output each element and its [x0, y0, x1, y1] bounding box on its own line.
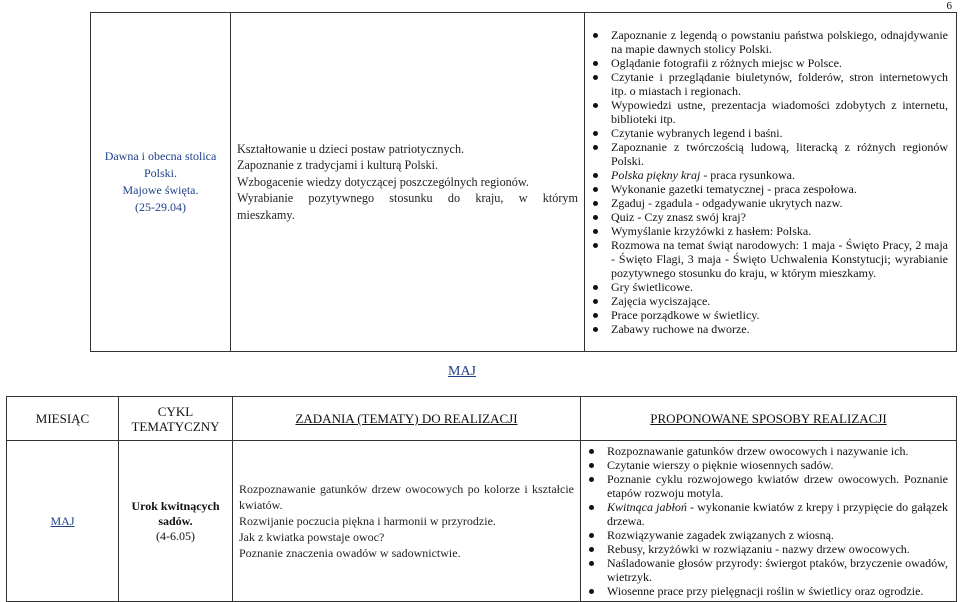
bullet-icon	[589, 477, 594, 482]
theme-title-line: Polski.	[143, 166, 177, 180]
header-month: MIESIĄC	[7, 397, 119, 441]
table-row	[7, 441, 957, 602]
list-item: Rozpoznawanie gatunków drzew owocowych i nazywanie ich.	[587, 444, 948, 458]
task-line: Rozwijanie poczucia piękna i harmonii w przyrodzie.	[239, 514, 496, 528]
tasks-cell	[231, 13, 585, 352]
list-item: Wiosenne prace przy pielęgnacji roślin w świetlicy oraz ogrodzie.	[587, 584, 948, 598]
list-item: Czytanie wybranych legend i baśni.	[591, 126, 948, 140]
list-item: Poznanie cyklu rozwojowego kwiatów drzew owocowych. Poznanie etapów rozwoju motyla.	[587, 472, 948, 500]
page-number: 6	[946, 0, 952, 12]
theme-cell	[91, 13, 231, 352]
task-line: Wzbogacenie wiedzy dotyczącej poszczególnych regionów.	[237, 174, 529, 189]
list-item: Zapoznanie z twórczością ludową, literacką z różnych regionów Polski.	[591, 140, 948, 168]
bullet-icon	[593, 131, 598, 136]
bullet-icon	[593, 327, 598, 332]
list-item: Wypowiedzi ustne, prezentacja wiadomości zdobytych z internetu, biblioteki itp.	[591, 98, 948, 126]
bullet-icon	[589, 561, 594, 566]
list-item: Czytanie i przeglądanie biuletynów, folderów, stron internetowych itp. o miastach i regionach.	[591, 70, 948, 98]
month-heading: MAJ	[448, 364, 477, 379]
bullet-icon	[593, 173, 598, 178]
bullet-icon	[593, 61, 598, 66]
list-item: Czytanie wierszy o pięknie wiosennych sadów.	[587, 458, 948, 472]
bullet-icon	[593, 187, 598, 192]
list-item: Rebusy, krzyżówki w rozwiązaniu - nazwy drzew owocowych.	[587, 542, 948, 556]
list-item: Rozmowa na temat świąt narodowych: 1 maja - Święto Pracy, 2 maja - Święto Flagi, 3 maja - Święto Uchwalenia Konstytucji; wyrabianie pozytywnego stosunku do kraju, w którym mieszkamy.	[591, 238, 948, 280]
bullet-icon	[593, 103, 598, 108]
bullet-icon	[593, 33, 598, 38]
list-item: Zajęcia wyciszające.	[591, 294, 948, 308]
methods-cell	[585, 13, 957, 352]
list-item: Quiz - Czy znasz swój kraj?	[591, 210, 948, 224]
list-item: Zapoznanie z legendą o powstaniu państwa polskiego, odnajdywanie na mapie dawnych stolicy Polski.	[591, 28, 948, 56]
bullet-icon	[593, 285, 598, 290]
bullet-icon	[593, 145, 598, 150]
list-item: Naśladowanie głosów przyrody: świergot ptaków, brzyczenie owadów, wietrzyk.	[587, 556, 948, 584]
list-item: Rozwiązywanie zagadek związanych z wiosną.	[587, 528, 948, 542]
methods-list	[591, 28, 948, 336]
bullet-icon	[593, 313, 598, 318]
theme-title-line: Dawna i obecna stolica	[104, 149, 217, 163]
methods-list	[587, 444, 948, 598]
tasks-cell	[233, 441, 581, 602]
list-item: Zabawy ruchowe na dworze.	[591, 322, 948, 336]
methods-cell	[581, 441, 957, 602]
bullet-icon	[593, 229, 598, 234]
task-line: Wyrabianie pozytywnego stosunku do kraju, w którym	[237, 191, 578, 206]
bullet-icon	[593, 243, 598, 248]
task-line: Rozpoznawanie gatunków drzew owocowych po kolorze i kształcie kwiatów.	[239, 482, 574, 512]
list-item: Prace porządkowe w świetlicy.	[591, 308, 948, 322]
task-line: Zapoznanie z tradycjami i kulturą Polski.	[237, 158, 439, 173]
header-cycle: CYKL TEMATYCZNY	[119, 397, 233, 441]
list-item: Polska piękny kraj - praca rysunkowa.	[591, 168, 948, 182]
task-line: mieszkamy.	[237, 207, 295, 222]
table-row	[91, 13, 957, 352]
theme-subtitle: Majowe święta.	[122, 183, 199, 197]
task-line: Jak z kwiatka powstaje owoc?	[239, 530, 385, 544]
bullet-icon	[593, 201, 598, 206]
bullet-icon	[589, 547, 594, 552]
bullet-icon	[593, 75, 598, 80]
bullet-icon	[589, 463, 594, 468]
task-line: Kształtowanie u dzieci postaw patriotycznych.	[237, 141, 465, 156]
list-item: Wykonanie gazetki tematycznej - praca zespołowa.	[591, 182, 948, 196]
list-item: Kwitnąca jabłoń - wykonanie kwiatów z krepy i przypięcie do gałązek drzewa.	[587, 500, 948, 528]
list-item: Oglądanie fotografii z różnych miejsc w Polsce.	[591, 56, 948, 70]
bullet-icon	[589, 449, 594, 454]
task-line: Poznanie znaczenia owadów w sadownictwie.	[239, 546, 461, 560]
header-row	[7, 397, 957, 441]
list-item: Wymyślanie krzyżówki z hasłem: Polska.	[591, 224, 948, 238]
list-item: Zgaduj - zgadula - odgadywanie ukrytych nazw.	[591, 196, 948, 210]
bullet-icon	[593, 299, 598, 304]
month-plan-table	[6, 396, 957, 602]
bullet-icon	[593, 215, 598, 220]
bullet-icon	[589, 533, 594, 538]
header-methods: PROPONOWANE SPOSOBY REALIZACJI	[581, 397, 957, 441]
bullet-icon	[589, 505, 594, 510]
list-item: Gry świetlicowe.	[591, 280, 948, 294]
month-cell: MAJ	[7, 441, 119, 602]
bullet-icon	[589, 589, 594, 594]
theme-date: (25-29.04)	[135, 200, 186, 214]
cycle-cell: Urok kwitnących sadów. (4-6.05)	[119, 441, 233, 602]
header-tasks: ZADANIA (TEMATY) DO REALIZACJI	[233, 397, 581, 441]
top-plan-table	[90, 12, 957, 352]
